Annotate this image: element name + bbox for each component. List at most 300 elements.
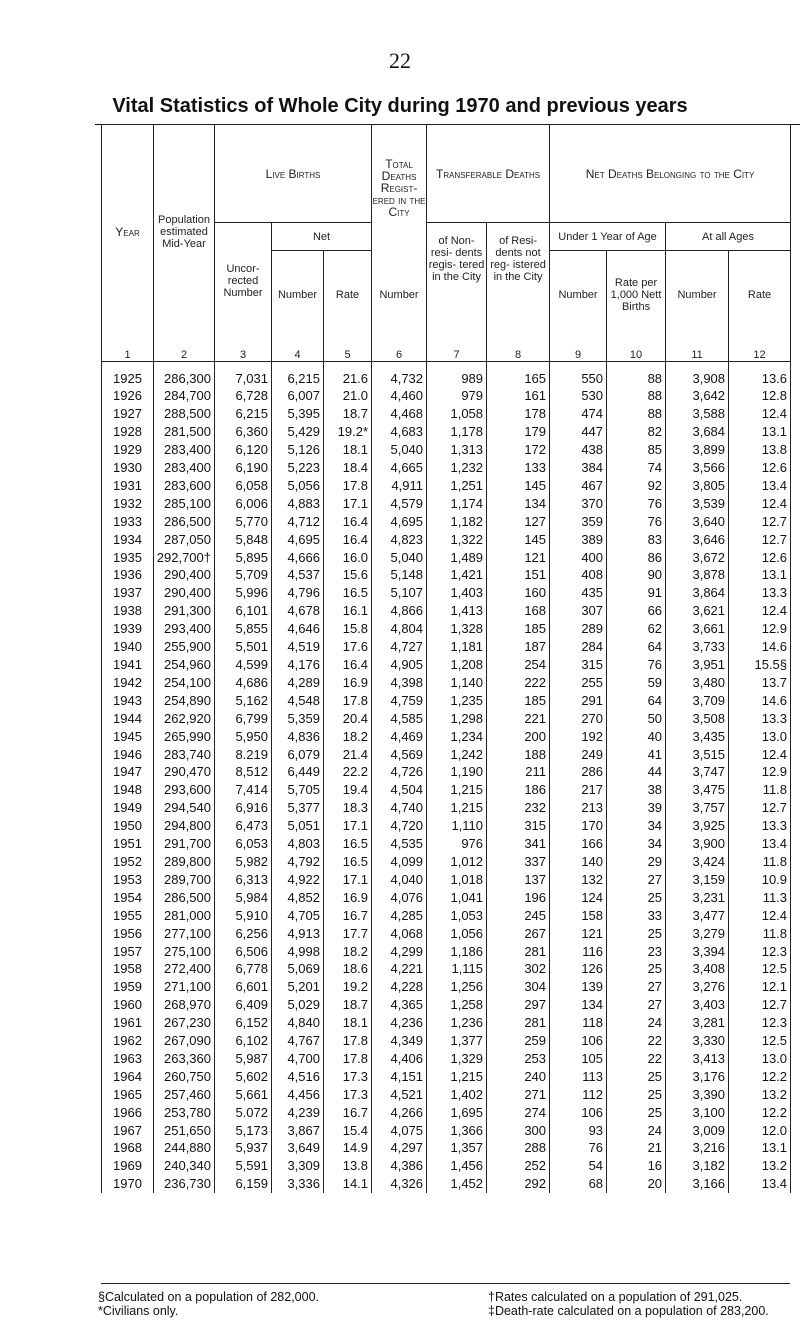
- table-cell: 3,757: [666, 799, 729, 817]
- table-cell: 139: [550, 978, 607, 996]
- table-cell: 18.4: [324, 459, 372, 477]
- col-number: 6: [372, 339, 427, 362]
- table-cell: 253: [487, 1050, 550, 1068]
- table-cell: 168: [487, 602, 550, 620]
- table-cell: 4,151: [372, 1068, 427, 1086]
- table-cell: 17.8: [324, 692, 372, 710]
- table-row: [102, 1157, 791, 1175]
- table-cell: 259: [487, 1032, 550, 1050]
- table-cell: 124: [550, 889, 607, 907]
- table-cell: 6,079: [272, 746, 324, 764]
- table-row: [102, 1139, 791, 1157]
- table-cell: 12.8: [729, 387, 791, 405]
- table-row: [102, 638, 791, 656]
- table-cell: 1,366: [427, 1122, 487, 1140]
- table-cell: 286,300: [154, 361, 215, 387]
- table-cell: 4,759: [372, 692, 427, 710]
- table-row: [102, 459, 791, 477]
- table-cell: 13.2: [729, 1157, 791, 1175]
- table-cell: 3,279: [666, 925, 729, 943]
- table-cell: 1,234: [427, 728, 487, 746]
- table-cell: 10.9: [729, 871, 791, 889]
- table-cell: 5,982: [215, 853, 272, 871]
- table-cell: 85: [607, 441, 666, 459]
- table-cell: 12.4: [729, 746, 791, 764]
- table-cell: 284: [550, 638, 607, 656]
- col-number: 10: [607, 339, 666, 362]
- table-row: [102, 566, 791, 584]
- table-cell: 192: [550, 728, 607, 746]
- table-cell: 5,126: [272, 441, 324, 459]
- table-cell: 6,409: [215, 996, 272, 1014]
- table-cell: 370: [550, 495, 607, 513]
- table-cell: 5,602: [215, 1068, 272, 1086]
- table-cell: 3,394: [666, 943, 729, 961]
- table-cell: 294,800: [154, 817, 215, 835]
- table-cell: 255,900: [154, 638, 215, 656]
- table-row: [102, 871, 791, 889]
- table-cell: 76: [550, 1139, 607, 1157]
- table-cell: 14.9: [324, 1139, 372, 1157]
- table-cell: 1,251: [427, 477, 487, 495]
- table-cell: 19.4: [324, 781, 372, 799]
- table-cell: 337: [487, 853, 550, 871]
- table-cell: 1,242: [427, 746, 487, 764]
- table-cell: 15.5§: [729, 656, 791, 674]
- table-cell: 16.4: [324, 513, 372, 531]
- table-cell: 13.3: [729, 584, 791, 602]
- table-cell: 5,056: [272, 477, 324, 495]
- table-cell: 4,456: [272, 1086, 324, 1104]
- table-cell: 1,403: [427, 584, 487, 602]
- table-cell: 17.8: [324, 1050, 372, 1068]
- table-cell: 1,215: [427, 781, 487, 799]
- table-cell: 21.6: [324, 361, 372, 387]
- table-cell: 254,890: [154, 692, 215, 710]
- table-cell: 4,905: [372, 656, 427, 674]
- table-cell: 5,848: [215, 531, 272, 549]
- table-cell: 4,726: [372, 763, 427, 781]
- table-cell: 161: [487, 387, 550, 405]
- table-row: [102, 799, 791, 817]
- table-cell: 307: [550, 602, 607, 620]
- table-cell: 6,102: [215, 1032, 272, 1050]
- table-cell: 315: [550, 656, 607, 674]
- table-cell: 134: [550, 996, 607, 1014]
- header-net: Net: [272, 223, 372, 251]
- table-cell: 277,100: [154, 925, 215, 943]
- table-cell: 1,377: [427, 1032, 487, 1050]
- table-cell: 40: [607, 728, 666, 746]
- table-cell: 5,709: [215, 566, 272, 584]
- table-cell: 4,683: [372, 423, 427, 441]
- table-cell: 12.7: [729, 513, 791, 531]
- table-cell: 976: [427, 835, 487, 853]
- table-cell: 17.1: [324, 495, 372, 513]
- table-row: [102, 656, 791, 674]
- table-cell: 6,313: [215, 871, 272, 889]
- table-cell: 6,053: [215, 835, 272, 853]
- col-number: 9: [550, 339, 607, 362]
- table-cell: 12.6: [729, 459, 791, 477]
- table-row: [102, 441, 791, 459]
- table-cell: 112: [550, 1086, 607, 1104]
- table-cell: 16.0: [324, 549, 372, 567]
- table-cell: 86: [607, 549, 666, 567]
- table-cell: 1,421: [427, 566, 487, 584]
- table-cell: 5,377: [272, 799, 324, 817]
- col-number: 7: [427, 339, 487, 362]
- table-cell: 1956: [102, 925, 154, 943]
- table-cell: 20: [607, 1175, 666, 1193]
- table-cell: 4,646: [272, 620, 324, 638]
- header-uncorrected: Uncor- rected Number: [215, 223, 272, 339]
- table-cell: 257,460: [154, 1086, 215, 1104]
- table-cell: 4,712: [272, 513, 324, 531]
- table-cell: 4,579: [372, 495, 427, 513]
- table-cell: 285,100: [154, 495, 215, 513]
- table-cell: 4,349: [372, 1032, 427, 1050]
- table-cell: 1932: [102, 495, 154, 513]
- table-cell: 4,695: [372, 513, 427, 531]
- table-row: [102, 549, 791, 567]
- table-cell: 1936: [102, 566, 154, 584]
- table-cell: 292: [487, 1175, 550, 1193]
- table-cell: 255: [550, 674, 607, 692]
- table-cell: 3,281: [666, 1014, 729, 1032]
- table-cell: 113: [550, 1068, 607, 1086]
- table-cell: 3,864: [666, 584, 729, 602]
- table-cell: 267,230: [154, 1014, 215, 1032]
- table-cell: 5,661: [215, 1086, 272, 1104]
- table-cell: 1925: [102, 361, 154, 387]
- header-total-number: Number: [372, 251, 427, 339]
- table-cell: 12.3: [729, 1014, 791, 1032]
- table-cell: 1,012: [427, 853, 487, 871]
- table-cell: 5,984: [215, 889, 272, 907]
- table-cell: 17.1: [324, 871, 372, 889]
- table-cell: 4,686: [215, 674, 272, 692]
- header-under1-number: Number: [550, 251, 607, 339]
- table-cell: 5.072: [215, 1104, 272, 1122]
- table-row: [102, 513, 791, 531]
- header-under-1-year: Under 1 Year of Age: [550, 223, 666, 251]
- table-cell: 249: [550, 746, 607, 764]
- table-cell: 39: [607, 799, 666, 817]
- table-cell: 13.0: [729, 728, 791, 746]
- table-cell: 116: [550, 943, 607, 961]
- table-cell: 262,920: [154, 710, 215, 728]
- table-cell: 5,987: [215, 1050, 272, 1068]
- table-cell: 6,120: [215, 441, 272, 459]
- table-cell: 3,424: [666, 853, 729, 871]
- table-cell: 3,309: [272, 1157, 324, 1175]
- table-cell: 33: [607, 907, 666, 925]
- table-cell: 265,990: [154, 728, 215, 746]
- table-cell: 12.7: [729, 531, 791, 549]
- table-row: [102, 943, 791, 961]
- table-cell: 3,515: [666, 746, 729, 764]
- col-number: 5: [324, 339, 372, 362]
- table-cell: 3,925: [666, 817, 729, 835]
- table-cell: 17.8: [324, 477, 372, 495]
- table-cell: 1951: [102, 835, 154, 853]
- table-cell: 1,115: [427, 960, 487, 978]
- table-cell: 3,900: [666, 835, 729, 853]
- table-cell: 290,400: [154, 584, 215, 602]
- table-cell: 18.6: [324, 960, 372, 978]
- table-cell: 172: [487, 441, 550, 459]
- table-cell: 13.7: [729, 674, 791, 692]
- table-row: [102, 387, 791, 405]
- table-cell: 19.2*: [324, 423, 372, 441]
- table-cell: 267,090: [154, 1032, 215, 1050]
- table-cell: 133: [487, 459, 550, 477]
- table-cell: 12.7: [729, 996, 791, 1014]
- table-cell: 12.2: [729, 1104, 791, 1122]
- table-cell: 12.0: [729, 1122, 791, 1140]
- table-cell: 34: [607, 835, 666, 853]
- table-row: [102, 746, 791, 764]
- table-cell: 21.4: [324, 746, 372, 764]
- table-cell: 82: [607, 423, 666, 441]
- table-cell: 6,215: [272, 361, 324, 387]
- table-cell: 24: [607, 1122, 666, 1140]
- table-cell: 13.2: [729, 1086, 791, 1104]
- table-cell: 281: [487, 1014, 550, 1032]
- table-cell: 4,599: [215, 656, 272, 674]
- table-cell: 1937: [102, 584, 154, 602]
- table-cell: 1,215: [427, 799, 487, 817]
- table-cell: 268,970: [154, 996, 215, 1014]
- table-cell: 1954: [102, 889, 154, 907]
- table-cell: 1,215: [427, 1068, 487, 1086]
- table-cell: 284,700: [154, 387, 215, 405]
- table-cell: 3,588: [666, 405, 729, 423]
- table-cell: 16.4: [324, 656, 372, 674]
- table-cell: 12.4: [729, 405, 791, 423]
- table-cell: 1,235: [427, 692, 487, 710]
- table-cell: 1933: [102, 513, 154, 531]
- table-cell: 293,400: [154, 620, 215, 638]
- table-cell: 1952: [102, 853, 154, 871]
- table-cell: 4,228: [372, 978, 427, 996]
- table-cell: 18.1: [324, 441, 372, 459]
- table-cell: 4,840: [272, 1014, 324, 1032]
- table-cell: 16.5: [324, 853, 372, 871]
- table-cell: 16.5: [324, 584, 372, 602]
- table-cell: 294,540: [154, 799, 215, 817]
- table-cell: 4,569: [372, 746, 427, 764]
- table-cell: 1,236: [427, 1014, 487, 1032]
- table-row: [102, 996, 791, 1014]
- table-cell: 213: [550, 799, 607, 817]
- table-cell: 25: [607, 889, 666, 907]
- table-cell: 979: [427, 387, 487, 405]
- table-cell: 11.3: [729, 889, 791, 907]
- table-cell: 4,040: [372, 871, 427, 889]
- table-cell: 3,330: [666, 1032, 729, 1050]
- table-cell: 5,501: [215, 638, 272, 656]
- table-cell: 283,400: [154, 441, 215, 459]
- table-cell: 3,649: [272, 1139, 324, 1157]
- table-cell: 27: [607, 978, 666, 996]
- vital-statistics-table: [101, 124, 791, 1193]
- table-cell: 13.0: [729, 1050, 791, 1068]
- table-cell: 4,516: [272, 1068, 324, 1086]
- table-cell: 3,709: [666, 692, 729, 710]
- table-cell: 1,413: [427, 602, 487, 620]
- table-cell: 6,006: [215, 495, 272, 513]
- table-cell: 211: [487, 763, 550, 781]
- table-cell: 13.1: [729, 1139, 791, 1157]
- table-cell: 13.3: [729, 710, 791, 728]
- table-cell: 5,173: [215, 1122, 272, 1140]
- table-cell: 4,866: [372, 602, 427, 620]
- table-cell: 4,239: [272, 1104, 324, 1122]
- table-cell: 1,322: [427, 531, 487, 549]
- table-cell: 3,166: [666, 1175, 729, 1193]
- table-cell: 6,449: [272, 763, 324, 781]
- header-all-ages: At all Ages: [666, 223, 791, 251]
- table-cell: 283,740: [154, 746, 215, 764]
- col-number: 2: [154, 339, 215, 362]
- table-cell: 134: [487, 495, 550, 513]
- table-cell: 200: [487, 728, 550, 746]
- header-all-ages-rate: Rate: [729, 251, 791, 339]
- table-cell: 291,700: [154, 835, 215, 853]
- header-net-rate: Rate: [324, 251, 372, 339]
- table-cell: 3,508: [666, 710, 729, 728]
- table-cell: 1967: [102, 1122, 154, 1140]
- table-cell: 1,053: [427, 907, 487, 925]
- table-cell: 88: [607, 361, 666, 387]
- table-cell: 62: [607, 620, 666, 638]
- table-cell: 467: [550, 477, 607, 495]
- table-cell: 1928: [102, 423, 154, 441]
- table-cell: 4,299: [372, 943, 427, 961]
- table-cell: 178: [487, 405, 550, 423]
- table-cell: 1929: [102, 441, 154, 459]
- table-cell: 283,400: [154, 459, 215, 477]
- table-cell: 1926: [102, 387, 154, 405]
- table-cell: 384: [550, 459, 607, 477]
- table-cell: 127: [487, 513, 550, 531]
- table-cell: 222: [487, 674, 550, 692]
- table-cell: 287,050: [154, 531, 215, 549]
- table-cell: 4,666: [272, 549, 324, 567]
- table-cell: 530: [550, 387, 607, 405]
- table-row: [102, 1104, 791, 1122]
- table-cell: 92: [607, 477, 666, 495]
- table-cell: 1961: [102, 1014, 154, 1032]
- table-cell: 3,435: [666, 728, 729, 746]
- table-cell: 1970: [102, 1175, 154, 1193]
- table-cell: 300: [487, 1122, 550, 1140]
- table-cell: 15.8: [324, 620, 372, 638]
- table-cell: 23: [607, 943, 666, 961]
- table-cell: 4,823: [372, 531, 427, 549]
- table-cell: 13.6: [729, 361, 791, 387]
- table-cell: 12.5: [729, 1032, 791, 1050]
- table-cell: 12.9: [729, 763, 791, 781]
- table-cell: 6,473: [215, 817, 272, 835]
- table-cell: 1,190: [427, 763, 487, 781]
- table-cell: 263,360: [154, 1050, 215, 1068]
- table-cell: 3,390: [666, 1086, 729, 1104]
- table-cell: 289: [550, 620, 607, 638]
- table-cell: 185: [487, 692, 550, 710]
- table-cell: 145: [487, 477, 550, 495]
- table-cell: 3,867: [272, 1122, 324, 1140]
- table-cell: 341: [487, 835, 550, 853]
- table-cell: 4,740: [372, 799, 427, 817]
- table-cell: 106: [550, 1104, 607, 1122]
- table-cell: 17.3: [324, 1086, 372, 1104]
- table-cell: 3,403: [666, 996, 729, 1014]
- table-cell: 12.3: [729, 943, 791, 961]
- table-row: [102, 674, 791, 692]
- table-cell: 286,500: [154, 513, 215, 531]
- table-cell: 17.8: [324, 1032, 372, 1050]
- table-cell: 281,000: [154, 907, 215, 925]
- col-number: 11: [666, 339, 729, 362]
- table-row: [102, 1086, 791, 1104]
- table-cell: 16.7: [324, 907, 372, 925]
- table-cell: 5,996: [215, 584, 272, 602]
- table-cell: 1938: [102, 602, 154, 620]
- table-cell: 7,414: [215, 781, 272, 799]
- table-cell: 4,076: [372, 889, 427, 907]
- table-cell: 21.0: [324, 387, 372, 405]
- table-cell: 140: [550, 853, 607, 871]
- header-non-residents: of Non- resi- dents regis- tered in the City: [427, 223, 487, 339]
- table-row: [102, 1014, 791, 1032]
- table-cell: 1,186: [427, 943, 487, 961]
- col-number: 3: [215, 339, 272, 362]
- table-cell: 217: [550, 781, 607, 799]
- table-row: [102, 853, 791, 871]
- table-cell: 4,221: [372, 960, 427, 978]
- column-number-row: [102, 339, 791, 362]
- table-cell: 4,695: [272, 531, 324, 549]
- table-row: [102, 1175, 791, 1193]
- table-cell: 1,452: [427, 1175, 487, 1193]
- header-net-deaths: Net Deaths Belonging to the City: [550, 125, 791, 223]
- table-cell: 16.1: [324, 602, 372, 620]
- table-cell: 4,460: [372, 387, 427, 405]
- table-cell: 13.1: [729, 423, 791, 441]
- table-cell: 4,792: [272, 853, 324, 871]
- table-cell: 4,285: [372, 907, 427, 925]
- table-cell: 12.1: [729, 978, 791, 996]
- table-cell: 126: [550, 960, 607, 978]
- table-cell: 18.3: [324, 799, 372, 817]
- table-cell: 6,190: [215, 459, 272, 477]
- table-cell: 1,695: [427, 1104, 487, 1122]
- table-cell: 22: [607, 1032, 666, 1050]
- table-cell: 13.4: [729, 1175, 791, 1193]
- table-cell: 5,040: [372, 549, 427, 567]
- table-cell: 88: [607, 387, 666, 405]
- table-cell: 1,178: [427, 423, 487, 441]
- table-cell: 29: [607, 853, 666, 871]
- table-cell: 1940: [102, 638, 154, 656]
- table-cell: 1941: [102, 656, 154, 674]
- table-cell: 4,998: [272, 943, 324, 961]
- footnote-left-2: *Civilians only.: [98, 1304, 179, 1318]
- table-cell: 400: [550, 549, 607, 567]
